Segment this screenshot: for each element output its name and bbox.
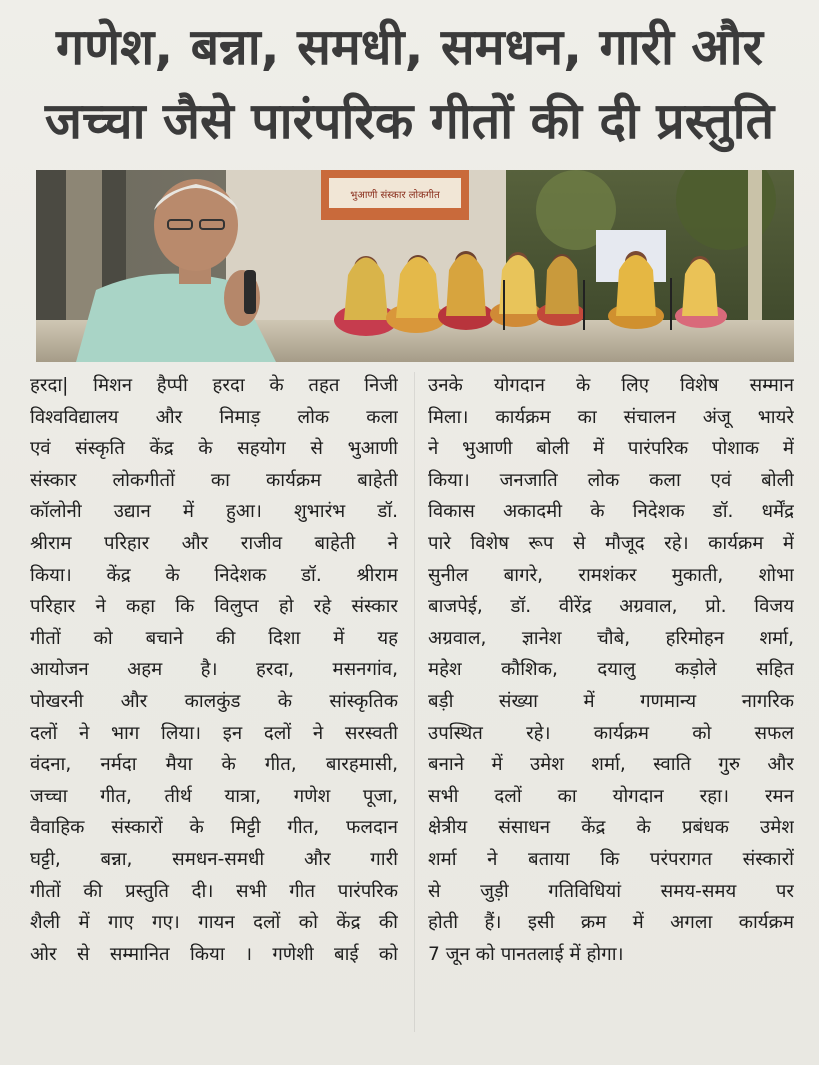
article-line: किया। केंद्र के निदेशक डॉ. श्रीराम (30, 564, 398, 586)
article-line: बनाने में उमेश शर्मा, स्वाति गुरु और (428, 754, 794, 776)
article-column-right (428, 370, 794, 970)
article-line: जच्चा गीत, तीर्थ यात्रा, गणेश पूजा, (30, 785, 398, 807)
article-line: 7 जून को पानतलाई में होगा। (428, 943, 624, 965)
article-line: उनके योगदान के लिए विशेष सम्मान (428, 375, 794, 396)
microphone-icon (244, 270, 256, 314)
article-line: घट्टी, बन्ना, समधन-समधी और गारी (30, 848, 398, 870)
article-column-left (30, 370, 398, 970)
article-line: किया। जनजाति लोक कला एवं बोली (428, 469, 794, 491)
article-line: से जुड़ी गतिविधियां समय-समय पर (428, 880, 794, 902)
article-line: सुनील बागरे, रामशंकर मुकाती, शोभा (428, 564, 794, 586)
article-line: सभी दलों का योगदान रहा। रमन (428, 785, 794, 807)
article-line: महेश कौशिक, दयालु कड़ोले सहित (428, 659, 794, 681)
article-line: उपस्थित रहे। कार्यक्रम को सफल (428, 722, 794, 744)
article-line: कॉलोनी उद्यान में हुआ। शुभारंभ डॉ. (30, 501, 398, 523)
article-line: मिला। कार्यक्रम का संचालन अंजू भायरे (428, 406, 794, 428)
article-line: एवं संस्कृति केंद्र के सहयोग से भुआणी (30, 438, 398, 460)
article-line: ने भुआणी बोली में पारंपरिक पोशाक में (428, 438, 794, 460)
article-line: शर्मा ने बताया कि परंपरागत संस्कारों (428, 848, 794, 870)
article-line: गीतों की प्रस्तुति दी। सभी गीत पारंपरिक (30, 880, 398, 902)
article-line: वैवाहिक संस्कारों के मिट्टी गीत, फलदान (30, 817, 398, 839)
article-line: वंदना, नर्मदा मैया के गीत, बारहमासी, (30, 754, 398, 776)
article-line: क्षेत्रीय संसाधन केंद्र के प्रबंधक उमेश (428, 817, 794, 839)
article-line: परिहार ने कहा कि विलुप्त हो रहे संस्कार (30, 596, 398, 618)
article-line: विकास अकादमी के निदेशक डॉ. धर्मेंद्र (428, 501, 794, 523)
article-line: होती हैं। इसी क्रम में अगला कार्यक्रम (428, 912, 794, 934)
article-line: आयोजन अहम है। हरदा, मसनगांव, (30, 659, 398, 681)
article-line: अग्रवाल, ज्ञानेश चौबे, हरिमोहन शर्मा, (428, 627, 794, 649)
column-divider (414, 372, 415, 1032)
article-line: बाजपेई, डॉ. वीरेंद्र अग्रवाल, प्रो. विजय (428, 596, 794, 618)
article-line: गीतों को बचाने की दिशा में यह (30, 627, 398, 649)
article-line: संस्कार लोकगीतों का कार्यक्रम बाहेती (30, 469, 398, 491)
article-line: पोखरनी और कालकुंड के सांस्कृतिक (30, 690, 398, 712)
banner-text: भुआणी संस्कार लोकगीत (350, 190, 440, 201)
article-line: श्रीराम परिहार और राजीव बाहेती ने (30, 532, 398, 554)
article-line: पारे विशेष रूप से मौजूद रहे। कार्यक्रम में (428, 532, 794, 554)
headline-line-2: जच्चा जैसे पारंपरिक गीतों की दी प्रस्तुति (44, 92, 775, 150)
article-line: विश्वविद्यालय और निमाड़ लोक कला (30, 406, 398, 428)
event-photo-illustration (36, 170, 794, 362)
article-line: हरदा| मिशन हैप्पी हरदा के तहत निजी (30, 375, 398, 396)
article-line: शैली में गाए गए। गायन दलों को केंद्र की (30, 912, 398, 934)
article-line: बड़ी संख्या में गणमान्य नागरिक (428, 690, 794, 712)
article-line: ओर से सम्मानित किया । गणेशी बाई को (30, 943, 398, 965)
article-line: दलों ने भाग लिया। इन दलों ने सरस्वती (30, 722, 398, 744)
headline-line-1: गणेश, बन्ना, समधी, समधन, गारी और (55, 18, 763, 76)
event-photo (36, 170, 794, 362)
